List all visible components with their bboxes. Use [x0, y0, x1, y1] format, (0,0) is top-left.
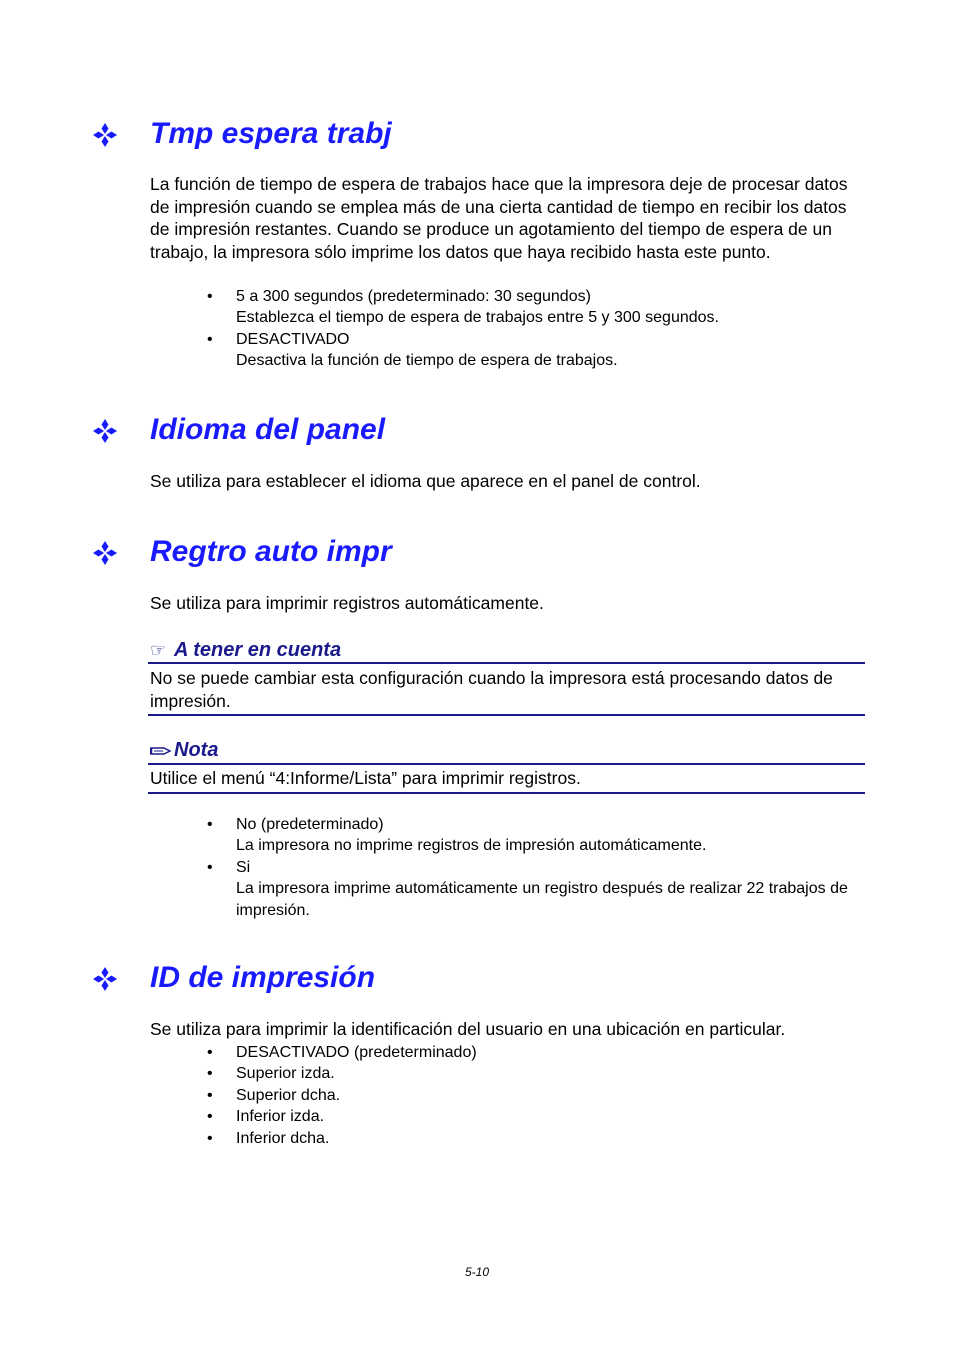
section-body-tmp: La función de tiempo de espera de trabajos hace que la impresora deje de procesar datos de impresión cuando se emplea más de una cierta cantidad de tiempo en recibir los datos de impresión restantes. Cuando se produce un agotamiento del tiempo de espera de un trabajo, la impresora sólo imprime los datos que haya recibido hasta este punto. — [150, 174, 848, 262]
list-item: • Superior izda. — [207, 1065, 335, 1083]
tip-bottom-rule — [148, 714, 865, 716]
list-item: • Superior dcha. — [207, 1086, 341, 1104]
list-item: • DESACTIVADO (predeterminado) — [207, 1044, 477, 1061]
section-heading-regtro — [92, 534, 392, 570]
tip-top-rule — [148, 662, 865, 664]
section-title: Idioma del panel — [150, 413, 386, 446]
note-top-rule — [148, 763, 865, 765]
list-item: • DESACTIVADO Desactiva la función de tiempo de espera de trabajos. — [207, 330, 618, 370]
pointing-hand-icon: ☞ — [150, 640, 167, 660]
tip-text: No se puede cambiar esta configuración cuando la impresora está procesando datos de impresión. — [150, 668, 833, 711]
list-item: • Inferior dcha. — [207, 1129, 330, 1147]
diamond-bullet-icon — [92, 122, 122, 148]
note-bottom-rule — [148, 792, 865, 794]
section-body-id: Se utiliza para imprimir la identificación del usuario en una ubicación en particular. — [150, 1019, 786, 1039]
bullet-list-id — [207, 1042, 857, 1149]
section-body-regtro: Se utiliza para imprimir registros automáticamente. — [150, 593, 544, 613]
note-text: Utilice el menú “4:Informe/Lista” para imprimir registros. — [150, 768, 581, 788]
list-item: • No (predeterminado) La impresora no imprime registros de impresión automáticamente. — [207, 816, 707, 855]
diamond-bullet-icon — [92, 418, 122, 444]
pencil-icon — [150, 738, 174, 762]
list-item: • Si La impresora imprime automáticamente un registro después de realizar 22 trabajos de impresión. — [207, 858, 848, 919]
section-title: Tmp espera trabj — [150, 117, 392, 150]
list-item: • 5 a 300 segundos (predeterminado: 30 segundos) Establezca el tiempo de espera de trabajos entre 5 y 300 segundos. — [207, 288, 719, 327]
section-heading-idioma — [92, 412, 385, 448]
section-title: ID de impresión — [150, 961, 376, 994]
tip-heading: ☞ A tener en cuenta — [150, 639, 342, 661]
section-heading-id-impresion — [92, 960, 375, 996]
bullet-list-tmp — [207, 286, 857, 372]
section-body-idioma: Se utiliza para establecer el idioma que aparece en el panel de control. — [150, 471, 701, 491]
bullet-list-regtro — [207, 814, 857, 921]
section-title: Regtro auto impr — [150, 535, 392, 568]
diamond-bullet-icon — [92, 966, 122, 992]
diamond-bullet-icon — [92, 540, 122, 566]
note-heading: Nota — [150, 738, 218, 762]
list-item: • Inferior izda. — [207, 1108, 325, 1126]
page-number: 5-10 — [464, 1265, 490, 1279]
section-heading-tmp-espera — [92, 116, 392, 152]
